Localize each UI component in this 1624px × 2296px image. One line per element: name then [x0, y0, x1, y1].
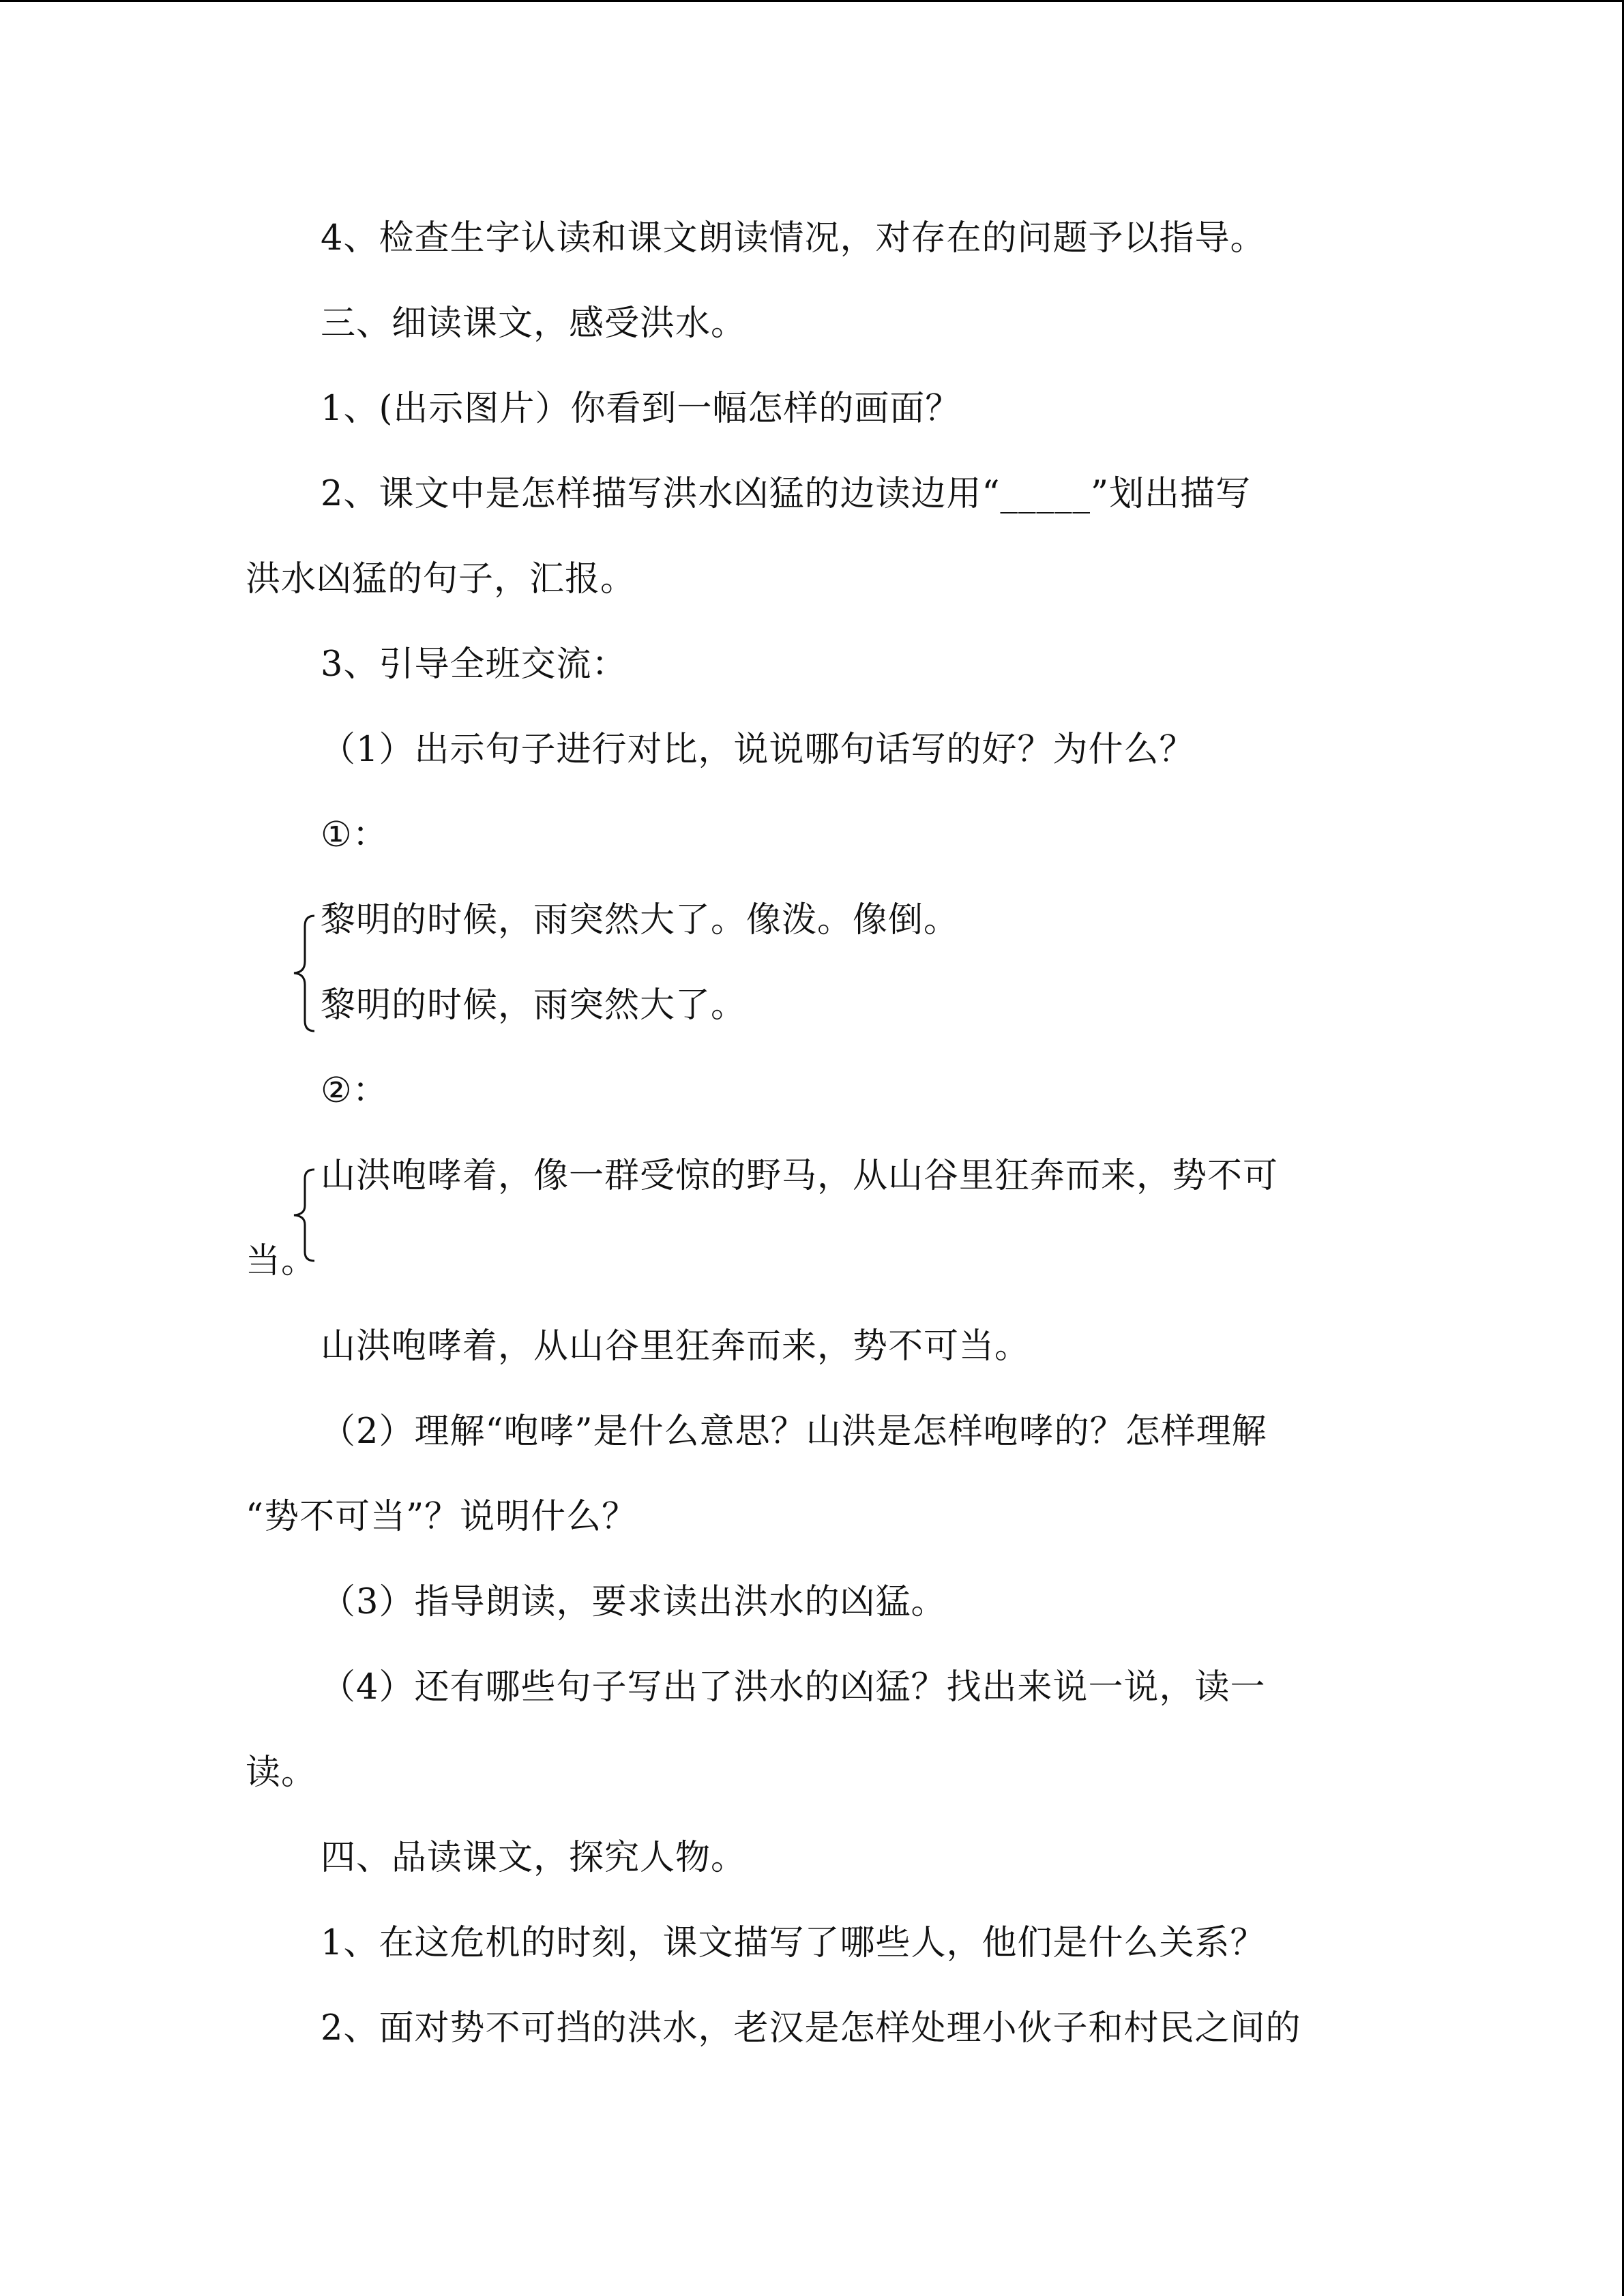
text-line-1: 4、检查生字认读和课文朗读情况，对存在的问题予以指导。 — [321, 218, 1266, 258]
text-line-20: 四、品读课文，探究人物。 — [321, 1838, 747, 1878]
brace-1 — [290, 914, 317, 1033]
text-line-22: 2、面对势不可挡的洪水，老汉是怎样处理小伙子和村民之间的 — [321, 2008, 1301, 2048]
text-line-4: 2、课文中是怎样描写洪水凶猛的边读边用“_____”划出描写 — [321, 474, 1252, 514]
text-line-2: 三、细读课文，感受洪水。 — [321, 303, 747, 344]
text-line-21: 1、在这危机的时刻，课文描写了哪些人，他们是什么关系？ — [321, 1923, 1266, 1963]
text-line-16: “势不可当”？说明什么？ — [246, 1497, 638, 1537]
text-line-6: 3、引导全班交流： — [321, 644, 628, 685]
text-line-19: 读。 — [246, 1753, 317, 1793]
text-line-18: （4）还有哪些句子写出了洪水的凶猛？找出来说一说，读一 — [321, 1667, 1266, 1708]
text-line-9: 黎明的时候，雨突然大了。像泼。像倒。 — [321, 900, 960, 940]
text-line-12: 山洪咆哮着，像一群受惊的野马，从山谷里狂奔而来，势不可 — [321, 1156, 1279, 1196]
text-line-15: （2）理解“咆哮”是什么意思？山洪是怎样咆哮的？怎样理解 — [321, 1412, 1267, 1452]
text-line-11: ②： — [321, 1071, 388, 1111]
text-line-17: （3）指导朗读，要求读出洪水的凶猛。 — [321, 1582, 947, 1622]
text-line-5: 洪水凶猛的句子，汇报。 — [246, 559, 636, 599]
text-line-13: 当。 — [246, 1241, 317, 1281]
text-line-14: 山洪咆哮着，从山谷里狂奔而来，势不可当。 — [321, 1326, 1031, 1367]
text-line-7: （1）出示句子进行对比，说说哪句话写的好？为什么？ — [321, 730, 1195, 770]
text-line-3: 1、(出示图片）你看到一幅怎样的画面？ — [321, 389, 961, 429]
text-line-8: ①： — [321, 815, 388, 855]
text-line-10: 黎明的时候，雨突然大了。 — [321, 985, 747, 1026]
